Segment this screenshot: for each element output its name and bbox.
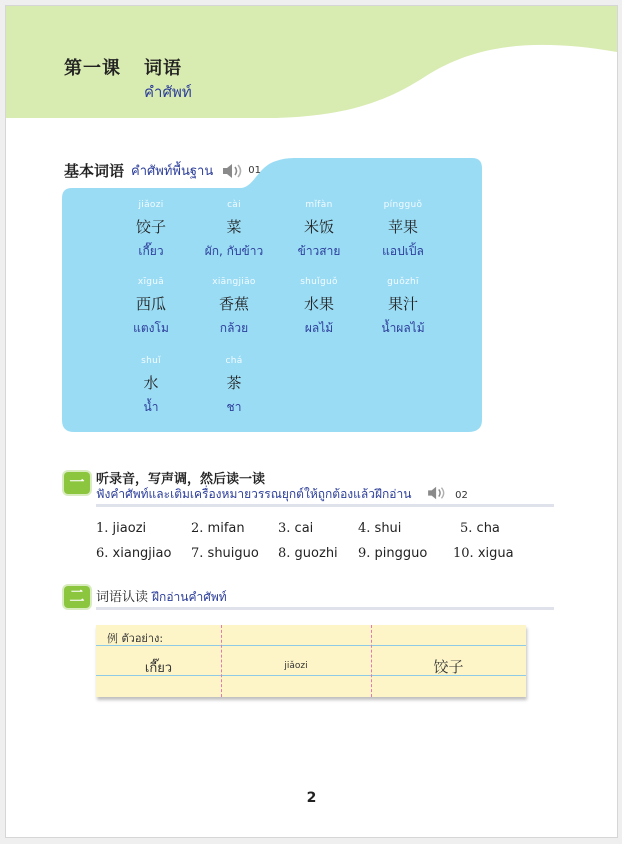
vocab-word: [363, 200, 443, 261]
vocab-thai: น้ำผลไม้: [381, 321, 425, 335]
example-label: 例 ตัวอย่าง:: [107, 632, 164, 645]
item-number: 9.: [358, 546, 371, 561]
vocab-word: [194, 356, 274, 417]
exercise-item: [460, 521, 500, 536]
exercise-one-instruction-chinese: 听录音，写声调，然后读一读: [96, 472, 266, 487]
item-word: cai: [294, 521, 314, 536]
vocab-pinyin: shuǐ: [141, 356, 161, 366]
section-divider: [96, 504, 554, 507]
speaker-icon[interactable]: [221, 162, 245, 180]
audio-track-number: 01: [248, 165, 261, 176]
item-word: cha: [476, 521, 500, 536]
vocab-pinyin: jiǎozi: [138, 200, 164, 210]
lesson-title-thai: คำศัพท์: [144, 83, 192, 101]
vocab-hanzi: 菜: [226, 218, 242, 236]
item-number: 1.: [96, 521, 109, 536]
vocab-pinyin: xiāngjiāo: [212, 277, 256, 287]
exercise-two-instruction: [96, 586, 227, 607]
speaker-icon[interactable]: [425, 485, 449, 501]
vocab-title-chinese: 基本词语: [64, 162, 125, 180]
vocab-thai: แตงโม: [133, 321, 169, 335]
vocab-word: [194, 200, 274, 261]
item-number: 3.: [278, 521, 291, 536]
exercise-item: [96, 546, 171, 561]
vocab-word: [194, 277, 274, 338]
item-number: 2.: [191, 521, 204, 536]
vocab-thai: ผัก, กับข้าว: [204, 244, 264, 258]
lesson-number: 第一课: [64, 58, 121, 79]
section-divider: [96, 607, 554, 610]
exercise-two-instruction-thai: ฝึกอ่านคำศัพท์: [152, 590, 227, 604]
vocab-hanzi: 水: [143, 374, 159, 392]
example-paper-card: [96, 625, 526, 697]
item-number: 4.: [358, 521, 371, 536]
example-thai: เกี๊ยว: [144, 661, 173, 676]
vocab-thai: ชา: [226, 400, 242, 414]
vocab-word: [111, 277, 191, 338]
vocab-thai: ผลไม้: [304, 321, 334, 335]
exercise-one-instruction-thai: ฟังคำศัพท์และเติมเครื่องหมายวรรณยุกต์ให้ถูกต้องแล้วฝึกอ่าน: [96, 487, 412, 501]
vocab-pinyin: guǒzhī: [387, 277, 419, 287]
vocab-pinyin: cài: [227, 200, 241, 210]
exercise-item: [278, 521, 313, 536]
lesson-title-chinese: 词语: [144, 58, 182, 79]
vocab-hanzi: 米饭: [303, 218, 334, 236]
vocab-hanzi: 茶: [226, 374, 242, 392]
vocab-pinyin: shuǐguǒ: [300, 277, 338, 287]
vocab-thai: แอปเปิ้ล: [382, 244, 424, 258]
textbook-page: [5, 5, 618, 838]
vocab-pinyin: píngguǒ: [383, 200, 423, 210]
vocab-word: [363, 277, 443, 338]
vocab-title-thai: คำศัพท์พื้นฐาน: [131, 164, 214, 179]
item-word: xigua: [477, 546, 514, 561]
vocab-thai: กล้วย: [219, 321, 249, 335]
item-number: 10.: [453, 546, 474, 561]
vocab-pinyin: xīguā: [137, 277, 165, 287]
vocab-hanzi: 西瓜: [135, 295, 166, 313]
exercise-two-badge: 二: [64, 586, 90, 608]
item-word: guozhi: [294, 546, 338, 561]
item-number: 8.: [278, 546, 291, 561]
page-number: 2: [306, 790, 317, 806]
vocab-hanzi: 饺子: [135, 218, 166, 236]
vocab-hanzi: 果汁: [387, 295, 418, 313]
item-word: mifan: [207, 521, 245, 536]
item-word: jiaozi: [112, 521, 147, 536]
exercise-item: [358, 521, 401, 536]
vocab-section-header: [64, 160, 261, 181]
audio-track-number: 02: [455, 490, 468, 501]
vocab-thai: เกี๊ยว: [138, 244, 164, 258]
example-pinyin: jiǎozi: [284, 661, 308, 671]
example-hanzi: 饺子: [433, 658, 464, 676]
vocab-hanzi: 苹果: [387, 218, 418, 236]
item-word: xiangjiao: [112, 546, 172, 561]
vocab-word: [279, 277, 359, 338]
exercise-item: [358, 546, 427, 561]
item-word: shui: [374, 521, 402, 536]
exercise-item: [278, 546, 338, 561]
exercise-two-instruction-chinese: 词语认读: [96, 590, 149, 605]
item-word: pingguo: [374, 546, 428, 561]
vocab-word: [111, 200, 191, 261]
item-number: 5.: [460, 521, 473, 536]
vocab-pinyin: mǐfàn: [305, 200, 333, 210]
vocab-pinyin: chá: [225, 356, 243, 366]
item-word: shuiguo: [207, 546, 259, 561]
vocab-hanzi: 水果: [303, 295, 334, 313]
exercise-one-instruction-thai-row: [96, 485, 468, 504]
vocab-hanzi: 香蕉: [218, 295, 249, 313]
exercise-item: [191, 521, 245, 536]
vocab-word: [279, 200, 359, 261]
vocab-word: [111, 356, 191, 417]
exercise-one-badge: 一: [64, 472, 90, 494]
exercise-item: [96, 521, 146, 536]
exercise-item: [453, 546, 514, 561]
vocab-thai: น้ำ: [143, 400, 159, 414]
item-number: 7.: [191, 546, 204, 561]
item-number: 6.: [96, 546, 109, 561]
vocab-thai: ข้าวสาย: [297, 244, 341, 258]
exercise-item: [191, 546, 259, 561]
